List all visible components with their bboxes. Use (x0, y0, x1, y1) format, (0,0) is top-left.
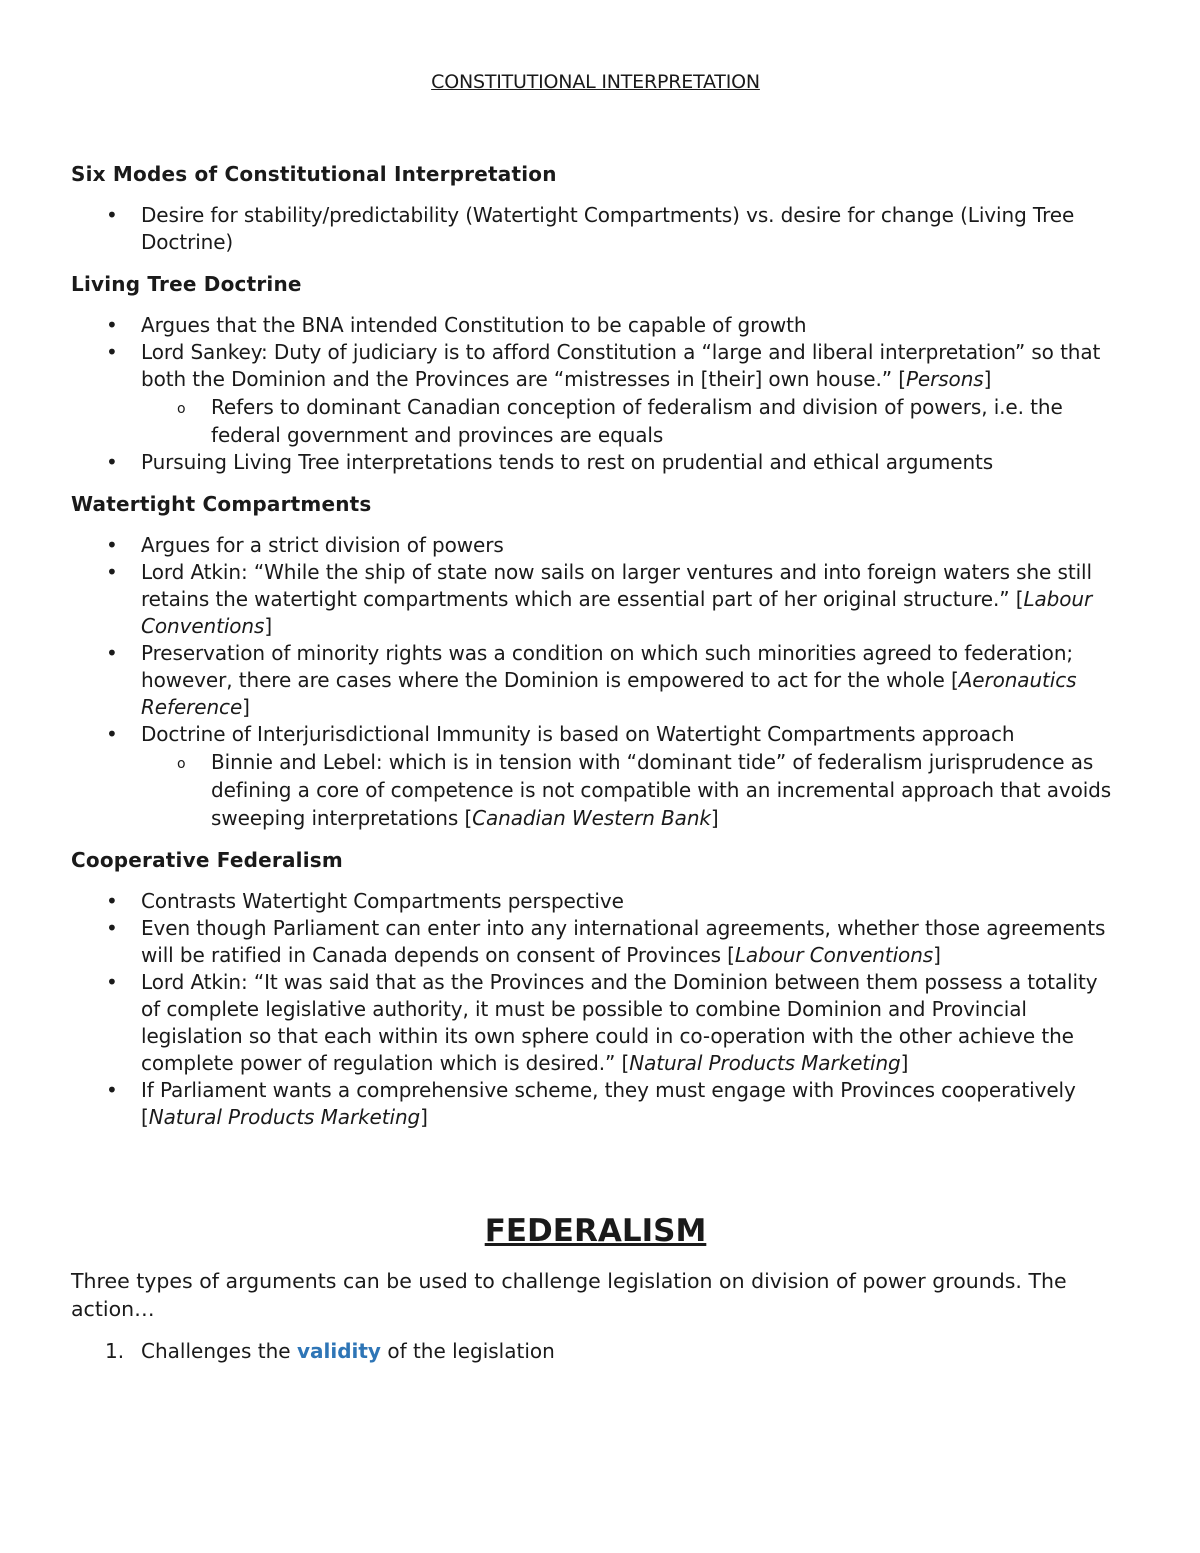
cooperative-list (71, 888, 1120, 1131)
highlighted-term: validity (296, 1339, 381, 1363)
list-item-text: Binnie and Lebel: which is in tension with “dominant tide” of federalism jurisprudence as defining a core of competence is not compatible with an incremental approach that avoids sweeping interpretations [ (211, 750, 1112, 830)
list-item-text: Even though Parliament can enter into any international agreements, whether those agreements will be ratified in Canada depends on consent of Provinces [ (141, 916, 1106, 967)
list-number: 1. (105, 1339, 125, 1363)
citation-close: ] (933, 943, 941, 967)
sub-list-item: o Refers to dominant Canadian conception of federalism and division of powers, i.e. the federal government and provinces are equals (141, 393, 1120, 449)
sub-list (141, 393, 1120, 449)
numbered-list-item (71, 1337, 1120, 1365)
list-item-text: Lord Sankey: Duty of judiciary is to afford Constitution a “large and liberal interpretation” so that both the Dominion and the Provinces are “mistresses in [their] own house.” [ (141, 340, 1101, 391)
case-citation: Persons (905, 367, 984, 391)
list-item-text: Challenges the (141, 1339, 297, 1363)
list-item: • Argues for a strict division of powers (71, 532, 1120, 559)
list-item (71, 721, 1120, 832)
federalism-intro: Three types of arguments can be used to challenge legislation on division of power grounds. The action… (71, 1269, 1067, 1321)
case-citation: Natural Products Marketing (148, 1105, 421, 1129)
citation-close: ] (983, 367, 992, 391)
list-item-text: If Parliament wants a comprehensive scheme, they must engage with Provinces cooperatively [ (141, 1078, 1076, 1129)
list-item (71, 969, 1120, 1077)
sub-list (141, 748, 1120, 832)
citation-close: ] (420, 1105, 428, 1129)
case-citation: Canadian Western Bank (472, 806, 711, 830)
watertight-list (71, 532, 1120, 832)
case-citation: Aeronautics Reference (141, 668, 1077, 719)
section-heading-watertight: Watertight Compartments (71, 492, 372, 516)
list-item: • Contrasts Watertight Compartments perspective (71, 888, 1120, 915)
list-item (71, 915, 1120, 969)
list-item: • Argues that the BNA intended Constitution to be capable of growth (71, 312, 1120, 339)
living-tree-list (71, 312, 1120, 476)
citation-close: ] (710, 806, 719, 830)
list-item (71, 339, 1120, 449)
list-item: • Pursuing Living Tree interpretations tends to rest on prudential and ethical arguments (71, 449, 1120, 476)
list-item-text: Doctrine of Interjurisdictional Immunity is based on Watertight Compartments approach (141, 722, 1015, 746)
list-item (71, 640, 1120, 721)
federalism-title: FEDERALISM (484, 1213, 707, 1249)
list-item: • Desire for stability/predictability (Watertight Compartments) vs. desire for change (Living Tree Doctrine) (71, 202, 1120, 256)
list-item-text: Preservation of minority rights was a condition on which such minorities agreed to federation; however, there are cases where the Dominion is empowered to act for the whole [ (141, 641, 1074, 692)
citation-close: ] (264, 614, 273, 638)
sub-list-item (141, 748, 1120, 832)
list-item-text: of the legislation (380, 1339, 555, 1363)
federalism-numbered-list (71, 1337, 1120, 1365)
list-item-text: Lord Atkin: “While the ship of state now sails on larger ventures and into foreign waters she still retains the watertight compartments which are essential part of her original structure.” [ (141, 560, 1092, 611)
case-citation: Natural Products Marketing (629, 1051, 901, 1075)
section-heading-cooperative: Cooperative Federalism (71, 848, 343, 872)
case-citation: Labour Conventions (734, 943, 934, 967)
list-item (71, 559, 1120, 640)
section-heading-living-tree: Living Tree Doctrine (71, 272, 302, 296)
section-heading-six-modes: Six Modes of Constitutional Interpretation (71, 162, 557, 186)
document-title: CONSTITUTIONAL INTERPRETATION (431, 71, 760, 93)
six-modes-list (71, 202, 1120, 256)
citation-close: ] (242, 695, 250, 719)
list-item (71, 1077, 1120, 1131)
list-item-text: Lord Atkin: “It was said that as the Provinces and the Dominion between them possess a totality of complete legislative authority, it must be possible to combine Dominion and Provincial legislation so that each within its own sphere could in co-operation with the other achieve the complete power of regulation which is desired.” [ (141, 970, 1098, 1075)
case-citation: Labour Conventions (141, 587, 1093, 638)
citation-close: ] (900, 1051, 909, 1075)
